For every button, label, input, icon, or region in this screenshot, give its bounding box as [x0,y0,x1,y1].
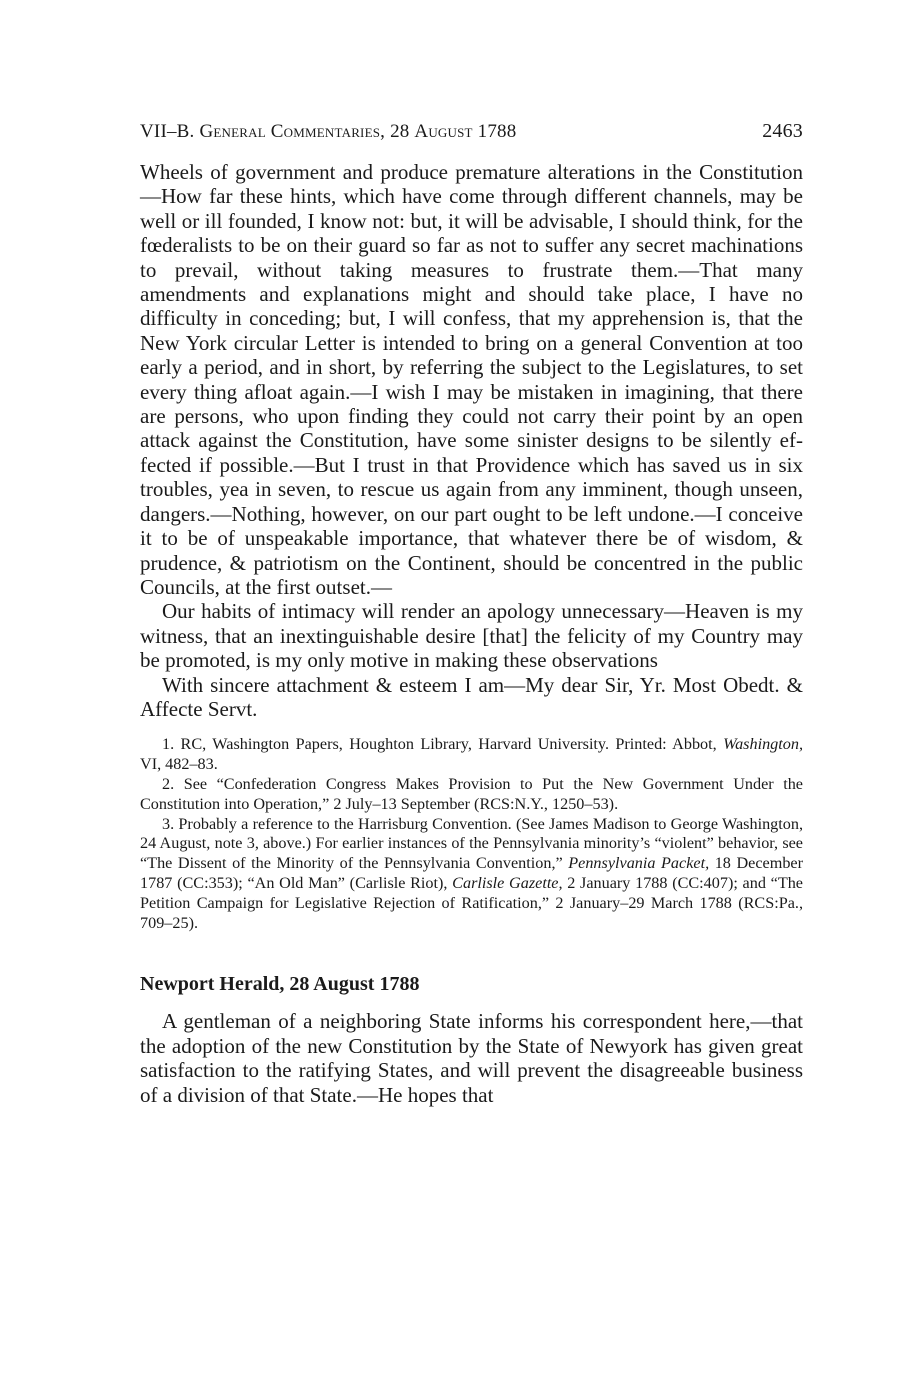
letter-closing: With sincere attachment & esteem I am—My dear Sir, Yr. Most Obedt. & Affecte Servt. [140,672,803,721]
section-body [140,1009,803,1107]
footnote-3-italic-2: Carlisle Gazette, [452,873,563,892]
rh-prefix: VII–B. [140,121,200,142]
footnote-2: 2. See “Confederation Congress Makes Provision to Put the New Government Under the Constitution into Operation,” 2 July–13 September (RCS:N.Y., 1250–53). [140,774,803,813]
footnote-3-text-2: 18 December 1787 (CC:353); “An Old Man” (Carlisle Riot), [140,854,803,892]
document-page [140,120,803,1107]
letter-paragraph-1: Wheels of government and produce premature alterations in the Constitution—How far these hints, which have come through different channels, may be well or ill founded, I know not: but, it will be advisable, I should think, for the fœderalists to be on their guard so far as not to suffer any secret machinations to prevail, without taking measures to frustrate them.—That many amendments and explanations might and should take place, I have no difficulty in conceding; but, I will confess, that my apprehension is, that the New York circular Letter is intended to bring on a general Convention at too early a period, and in short, by referring the subject to the Legislatures, to set every thing afloat again.—I wish I may be mistaken in imagining, that there are persons, who upon finding they could not carry their point by an open attack against the Constitution, have some sinister designs to be silently effected if possible.—But I trust in that Providence which has saved us in six troubles, yea in seven, to rescue us again from any imminent, though unseen, dangers.—Nothing, however, on our part ought to be left undone.—I conceive it to be of unspeakable importance, that whatever there be of wisdom, & prudence, & patriotism on the Continent, should be concentred in the public Councils, at the first outset.— [140,160,803,599]
section-heading: Newport Herald, 28 August 1788 [140,973,420,996]
running-head-title [140,121,516,143]
rh-month: August [414,121,473,142]
footnote-1 [140,735,803,775]
footnote-3 [140,815,803,934]
footnotes [140,735,803,933]
footnote-1-italic: Washington, [723,735,803,754]
rh-date: , 28 [380,121,415,142]
footnote-3-text-3: 2 January 1788 (CC:407); and “The Petition Campaign for Legislative Rejection of Ratification,” 2 January–29 March 1788 (RCS:Pa., 709–25). [140,873,803,932]
letter-paragraph-2: Our habits of intimacy will render an apology unnecessary—Heaven is my witness, that an inextinguishable desire [that] the felicity of my Country may be promoted, is my only motive in making these observations [140,599,803,673]
page-number: 2463 [762,120,803,142]
footnote-3-italic-1: Pennsylvania Packet, [568,854,710,873]
footnote-1-text-end: VI, 482–83. [140,755,218,774]
footnote-3-text: 3. Probably a reference to the Harrisburg Convention. (See James Madison to George Washington, 24 August, note 3, above.) For earlier instances of the Pennsylvania minority’s “violent” behavior, see “The Dissent of the Minority of the Pennsylvania Convention,” [140,814,803,873]
running-head [140,120,803,143]
rh-title-smallcaps: General Commentaries [199,121,381,142]
footnote-1-text: 1. RC, Washington Papers, Houghton Library, Harvard University. Printed: Abbot, [162,735,724,754]
letter-body [140,160,803,721]
rh-year: 1788 [472,121,517,142]
section-paragraph-1: A gentleman of a neighboring State informs his correspondent here,—that the adoption of the new Constitution by the State of Newyork has given great satisfaction to the ratifying States, and will prevent the disagreeable business of a division of that State.—He hopes that [140,1009,803,1107]
